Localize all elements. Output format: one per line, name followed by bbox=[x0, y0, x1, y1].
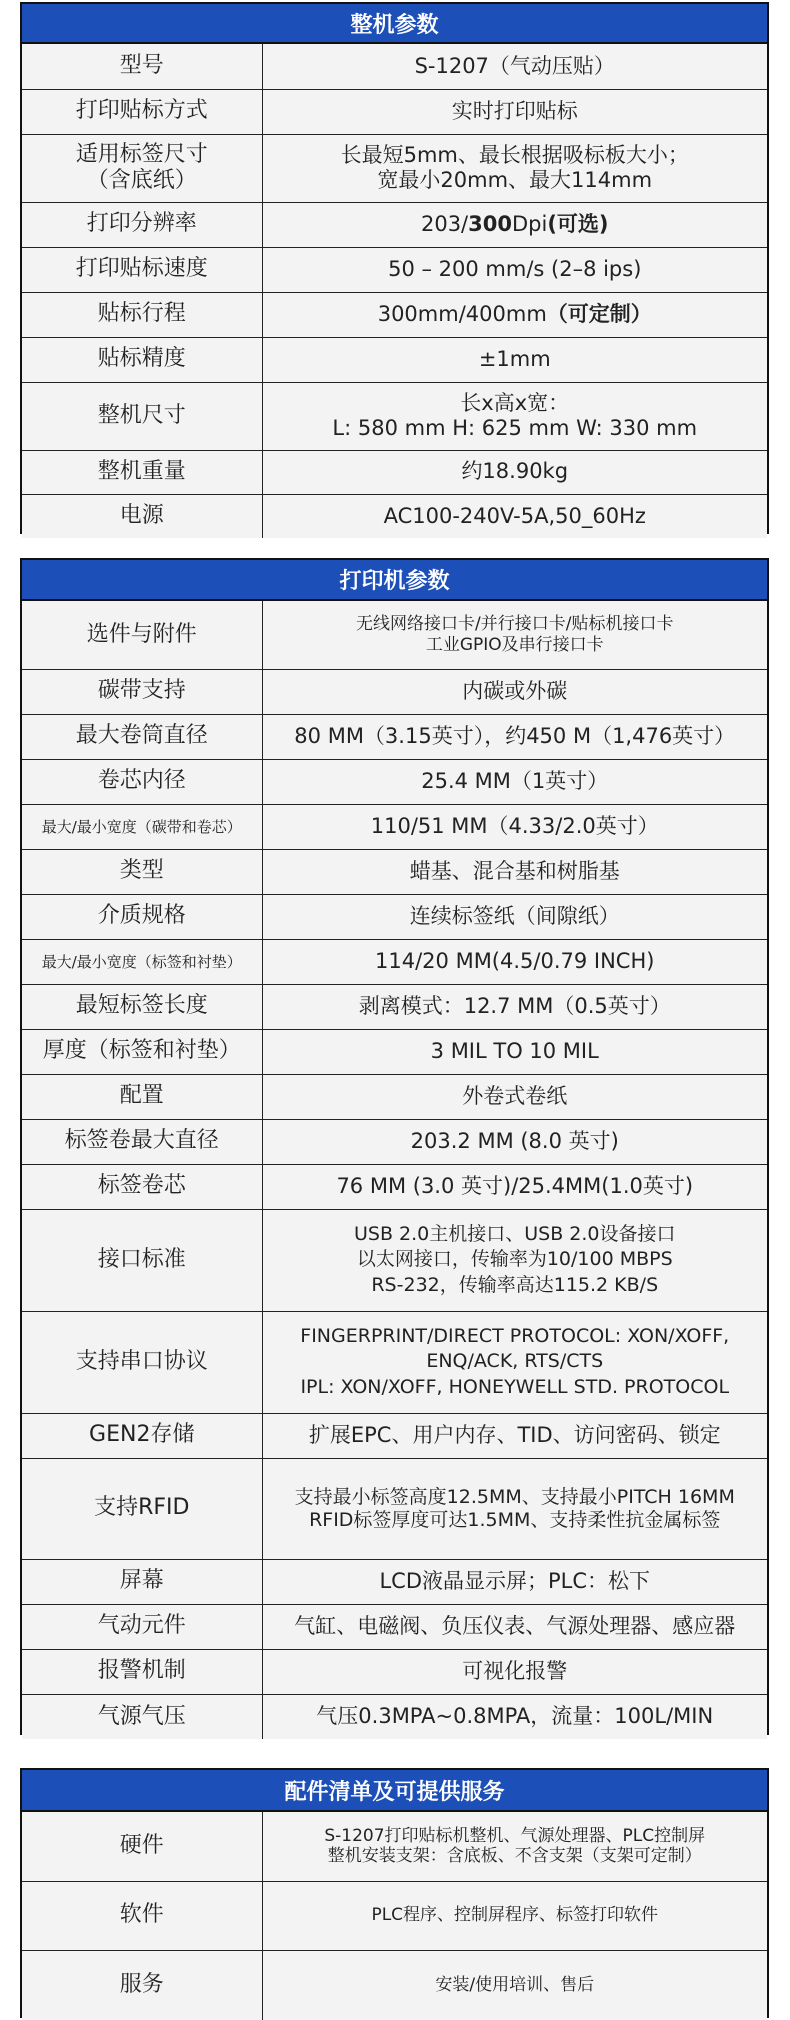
value-part: 203/ bbox=[420, 211, 469, 236]
table-row bbox=[22, 1458, 767, 1559]
spec-value: 蜡基、混合基和树脂基 bbox=[262, 849, 767, 894]
table-row bbox=[22, 1029, 767, 1074]
spec-key: GEN2存储 bbox=[22, 1413, 262, 1458]
table-row bbox=[22, 601, 767, 669]
table-row bbox=[22, 382, 767, 450]
section-title: 整机参数 bbox=[22, 4, 767, 44]
spec-key: 碳带支持 bbox=[22, 669, 262, 714]
spec-table bbox=[22, 1812, 767, 2020]
spec-key: 卷芯内径 bbox=[22, 759, 262, 804]
spec-key: 硬件 bbox=[22, 1812, 262, 1881]
table-row bbox=[22, 939, 767, 984]
table-row bbox=[22, 1311, 767, 1413]
value-part: Dpi bbox=[511, 211, 548, 236]
spec-value: USB 2.0主机接口、USB 2.0设备接口 以太网接口，传输率为10/100 MBPS RS-232，传输率高达115.2 KB/S bbox=[262, 1209, 767, 1311]
table-row bbox=[22, 1074, 767, 1119]
spec-value: 扩展EPC、用户内存、TID、访问密码、锁定 bbox=[262, 1413, 767, 1458]
table-row bbox=[22, 1119, 767, 1164]
section-accessories-services bbox=[20, 1768, 769, 2018]
spec-key: 最短标签长度 bbox=[22, 984, 262, 1029]
spec-value: FINGERPRINT/DIRECT PROTOCOL: XON/XOFF, ENQ/ACK, RTS/CTS IPL: XON/XOFF, HONEYWELL STD. PROTOCOL bbox=[262, 1311, 767, 1413]
table-row bbox=[22, 450, 767, 494]
table-row bbox=[22, 1164, 767, 1209]
spec-key: 贴标精度 bbox=[22, 337, 262, 382]
spec-value: S-1207（气动压贴） bbox=[262, 44, 767, 89]
section-printer-params bbox=[20, 558, 769, 1735]
spec-key: 标签卷最大直径 bbox=[22, 1119, 262, 1164]
spec-value: 203.2 MM (8.0 英寸) bbox=[262, 1119, 767, 1164]
spec-value: 110/51 MM（4.33/2.0英寸） bbox=[262, 804, 767, 849]
spec-key: 打印分辨率 bbox=[22, 202, 262, 247]
table-row bbox=[22, 1881, 767, 1950]
section-machine-params bbox=[20, 2, 769, 534]
spec-key: 支持串口协议 bbox=[22, 1311, 262, 1413]
spec-key: 配置 bbox=[22, 1074, 262, 1119]
spec-key: 型号 bbox=[22, 44, 262, 89]
spec-value: 剥离模式：12.7 MM（0.5英寸） bbox=[262, 984, 767, 1029]
spec-table bbox=[22, 44, 767, 538]
table-row bbox=[22, 984, 767, 1029]
table-row bbox=[22, 44, 767, 89]
value-part: （可定制） bbox=[546, 301, 652, 326]
spec-key: 气源气压 bbox=[22, 1694, 262, 1739]
spec-value: 80 MM（3.15英寸），约450 M（1,476英寸） bbox=[262, 714, 767, 759]
spec-key: 选件与附件 bbox=[22, 601, 262, 669]
spec-value: 实时打印贴标 bbox=[262, 89, 767, 134]
spec-value: AC100-240V-5A,50_60Hz bbox=[262, 494, 767, 538]
spec-value: 50 – 200 mm/s (2–8 ips) bbox=[262, 247, 767, 292]
table-row bbox=[22, 849, 767, 894]
table-row bbox=[22, 1950, 767, 2020]
spec-key: 适用标签尺寸 （含底纸） bbox=[22, 134, 262, 202]
spec-key: 气动元件 bbox=[22, 1604, 262, 1649]
spec-value: 气缸、电磁阀、负压仪表、气源处理器、感应器 bbox=[262, 1604, 767, 1649]
spec-value: LCD液晶显示屏；PLC：松下 bbox=[262, 1559, 767, 1604]
value-part: 300mm/400mm bbox=[377, 301, 547, 326]
table-row bbox=[22, 714, 767, 759]
spec-value: 外卷式卷纸 bbox=[262, 1074, 767, 1119]
table-row bbox=[22, 1559, 767, 1604]
table-row bbox=[22, 494, 767, 538]
spec-value: 内碳或外碳 bbox=[262, 669, 767, 714]
value-part: 300 bbox=[468, 211, 512, 236]
spec-key: 电源 bbox=[22, 494, 262, 538]
spec-value: 安装/使用培训、售后 bbox=[262, 1950, 767, 2020]
spec-key: 标签卷芯 bbox=[22, 1164, 262, 1209]
spec-key: 软件 bbox=[22, 1881, 262, 1950]
spec-key: 服务 bbox=[22, 1950, 262, 2020]
spec-key: 最大/最小宽度（标签和衬垫） bbox=[22, 939, 262, 984]
spec-table bbox=[22, 601, 767, 1739]
spec-value: 无线网络接口卡/并行接口卡/贴标机接口卡 工业GPIO及串行接口卡 bbox=[262, 601, 767, 669]
spec-value bbox=[262, 292, 767, 337]
table-row bbox=[22, 202, 767, 247]
spec-key: 最大卷筒直径 bbox=[22, 714, 262, 759]
table-row bbox=[22, 1209, 767, 1311]
spec-key: 报警机制 bbox=[22, 1649, 262, 1694]
section-title: 打印机参数 bbox=[22, 560, 767, 601]
table-row bbox=[22, 292, 767, 337]
spec-value: 76 MM (3.0 英寸)/25.4MM(1.0英寸) bbox=[262, 1164, 767, 1209]
spec-key: 整机重量 bbox=[22, 450, 262, 494]
table-row bbox=[22, 1604, 767, 1649]
spec-value: 连续标签纸（间隙纸） bbox=[262, 894, 767, 939]
spec-key: 支持RFID bbox=[22, 1458, 262, 1559]
spec-value: 长最短5mm、最长根据吸标板大小； 宽最小20mm、最大114mm bbox=[262, 134, 767, 202]
spec-value: 可视化报警 bbox=[262, 1649, 767, 1694]
spec-value: 约18.90kg bbox=[262, 450, 767, 494]
spec-value: ±1mm bbox=[262, 337, 767, 382]
spec-value: 25.4 MM（1英寸） bbox=[262, 759, 767, 804]
value-part: (可选) bbox=[547, 211, 609, 236]
spec-key: 屏幕 bbox=[22, 1559, 262, 1604]
table-row bbox=[22, 1413, 767, 1458]
table-row bbox=[22, 1649, 767, 1694]
section-title: 配件清单及可提供服务 bbox=[22, 1770, 767, 1812]
spec-value: 长x高x宽： L: 580 mm H: 625 mm W: 330 mm bbox=[262, 382, 767, 450]
table-row bbox=[22, 89, 767, 134]
spec-key: 最大/最小宽度（碳带和卷芯） bbox=[22, 804, 262, 849]
spec-key: 贴标行程 bbox=[22, 292, 262, 337]
table-row bbox=[22, 804, 767, 849]
spec-key: 类型 bbox=[22, 849, 262, 894]
spec-value: 3 MIL TO 10 MIL bbox=[262, 1029, 767, 1074]
spec-key: 打印贴标速度 bbox=[22, 247, 262, 292]
spec-value: S-1207打印贴标机整机、气源处理器、PLC控制屏 整机安装支架：含底板、不含支架（支架可定制） bbox=[262, 1812, 767, 1881]
spec-key: 厚度（标签和衬垫） bbox=[22, 1029, 262, 1074]
spec-key: 接口标准 bbox=[22, 1209, 262, 1311]
table-row bbox=[22, 337, 767, 382]
table-row bbox=[22, 759, 767, 804]
spec-value: 114/20 MM(4.5/0.79 INCH) bbox=[262, 939, 767, 984]
spec-value: 支持最小标签高度12.5MM、支持最小PITCH 16MM RFID标签厚度可达1.5MM、支持柔性抗金属标签 bbox=[262, 1458, 767, 1559]
spec-key: 介质规格 bbox=[22, 894, 262, 939]
table-row bbox=[22, 669, 767, 714]
table-row bbox=[22, 247, 767, 292]
table-row bbox=[22, 1694, 767, 1739]
spec-key: 整机尺寸 bbox=[22, 382, 262, 450]
table-row bbox=[22, 1812, 767, 1881]
spec-value: 气压0.3MPA~0.8MPA，流量：100L/MIN bbox=[262, 1694, 767, 1739]
spec-value bbox=[262, 202, 767, 247]
table-row bbox=[22, 894, 767, 939]
spec-key: 打印贴标方式 bbox=[22, 89, 262, 134]
table-row bbox=[22, 134, 767, 202]
spec-value: PLC程序、控制屏程序、标签打印软件 bbox=[262, 1881, 767, 1950]
